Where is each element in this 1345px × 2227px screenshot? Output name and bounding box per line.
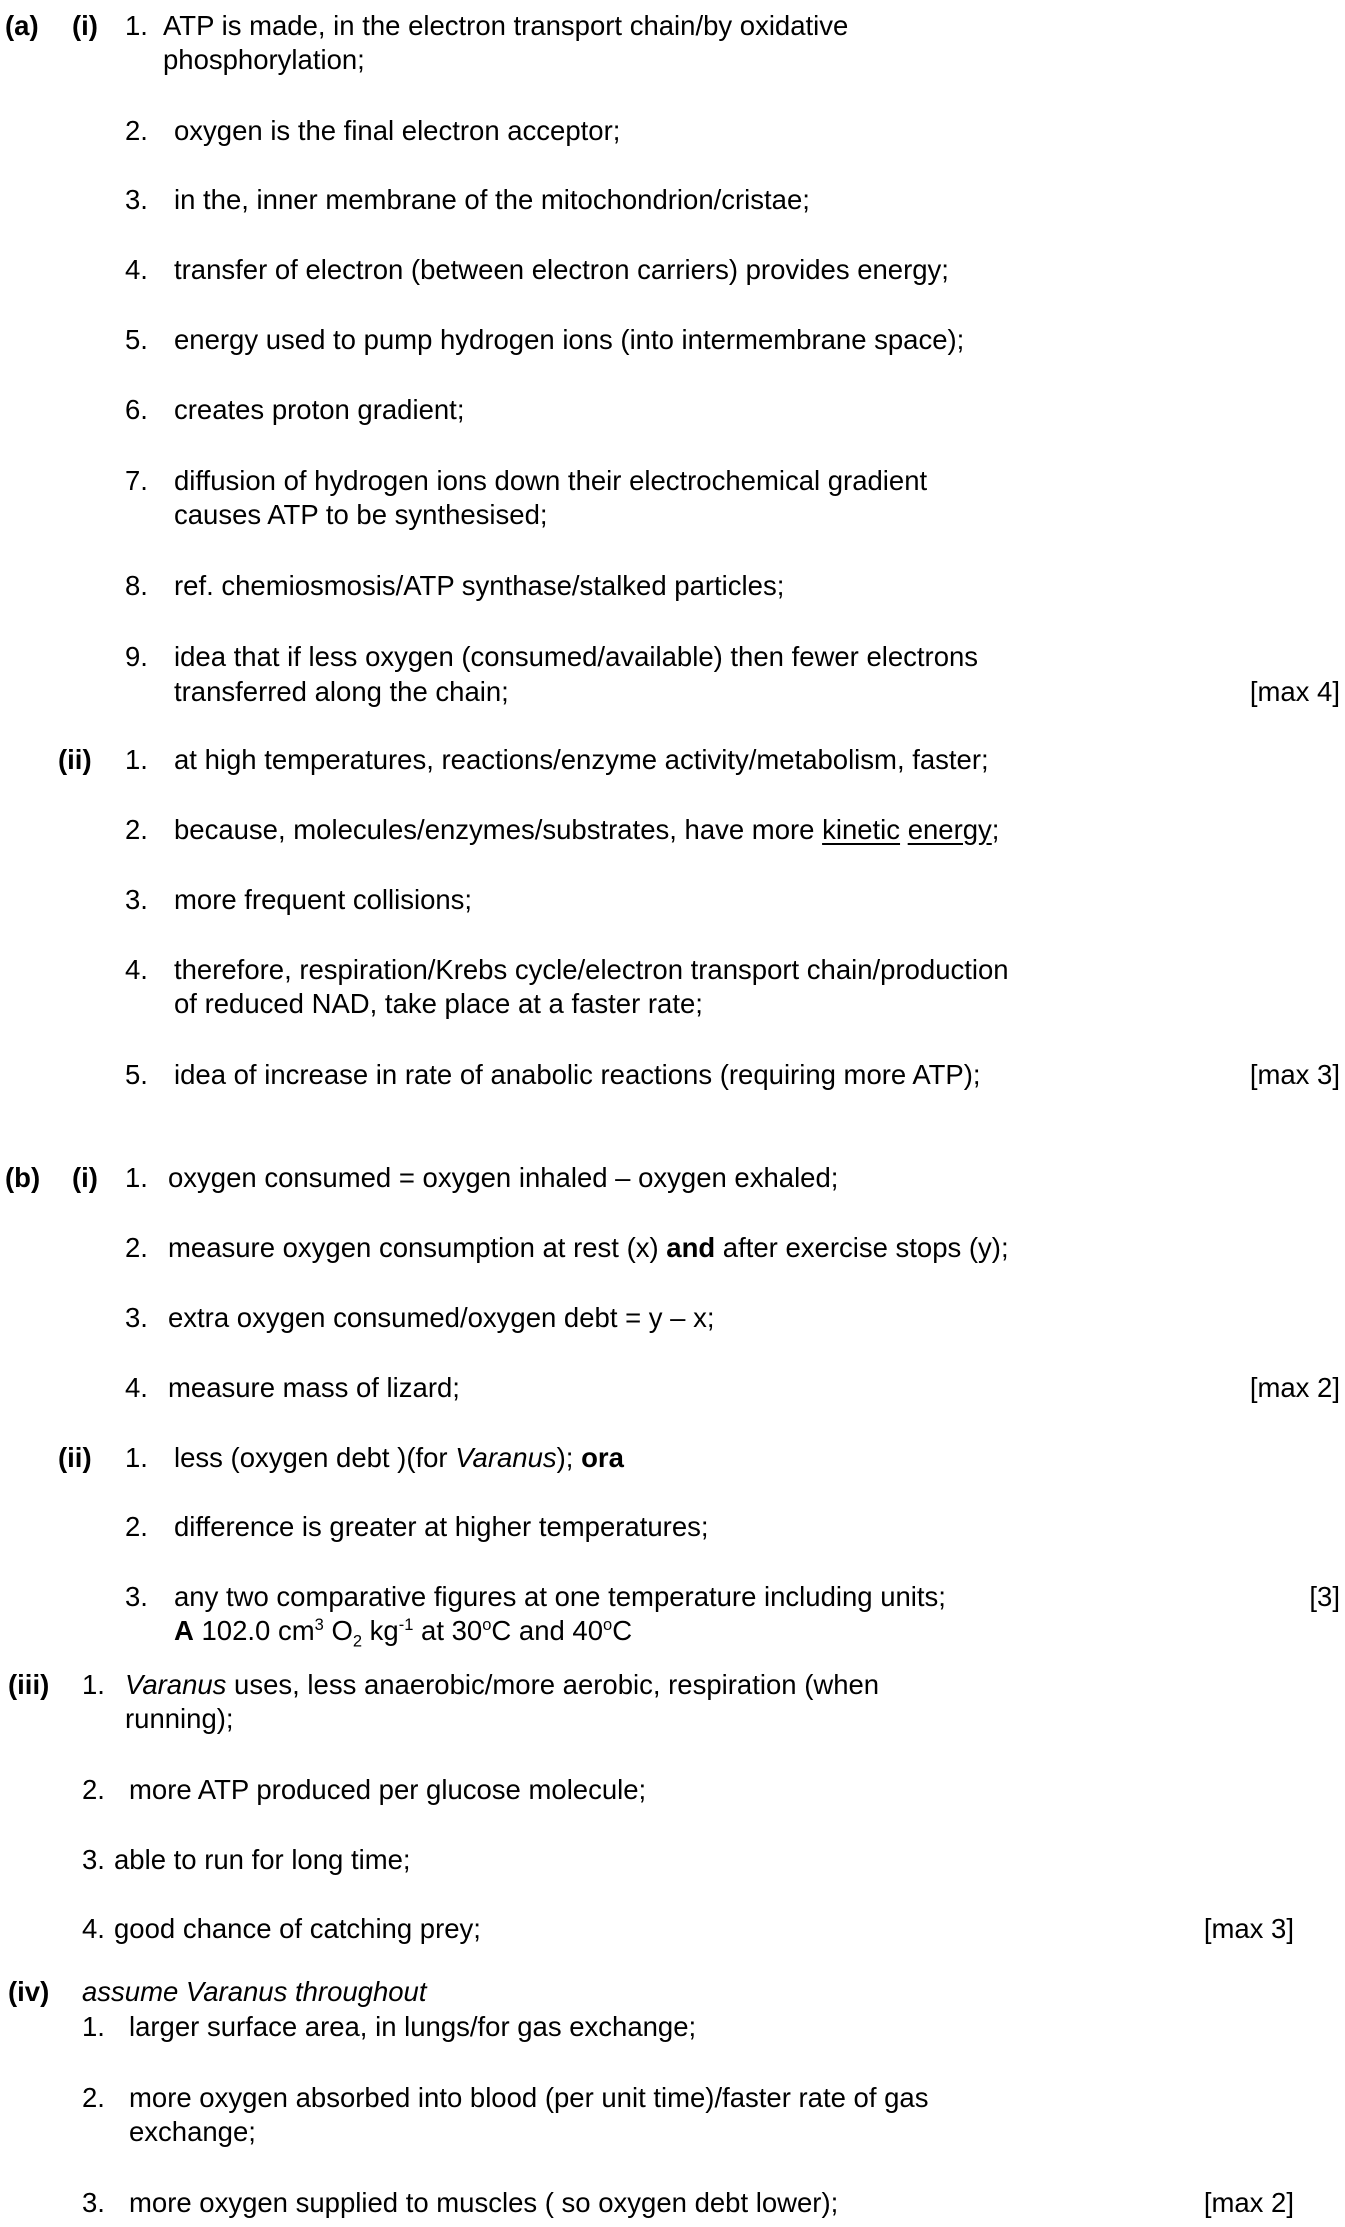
b-iv-item-1-num: 1.: [82, 2011, 105, 2042]
a-i-item-1-line-2: phosphorylation;: [163, 44, 365, 75]
b-i-item-1-num: 1.: [125, 1162, 148, 1193]
a-i-item-5-text: energy used to pump hydrogen ions (into intermembrane space);: [174, 324, 965, 355]
a-ii-item-2-text: because, molecules/enzymes/substrates, have more kinetic energy;: [174, 814, 1000, 845]
b-i-mark: [max 2]: [1249, 1372, 1340, 1403]
b-iii-item-1-num: 1.: [82, 1669, 105, 1700]
a-i-item-7-line-2: causes ATP to be synthesised;: [174, 499, 548, 530]
b-ii-item-1-num: 1.: [125, 1442, 148, 1473]
b-iv-item-2-line-1: more oxygen absorbed into blood (per unit time)/faster rate of gas: [129, 2082, 929, 2113]
a-i-item-8-text: ref. chemiosmosis/ATP synthase/stalked particles;: [174, 570, 785, 601]
a-i-item-9-line-2: transferred along the chain;: [174, 676, 509, 707]
a-i-item-2-text: oxygen is the final electron acceptor;: [174, 115, 621, 146]
a-i-item-7-num: 7.: [125, 465, 148, 496]
a-i-item-8-num: 8.: [125, 570, 148, 601]
b-iv-item-2-num: 2.: [82, 2082, 105, 2113]
a-i-item-7-line-1: diffusion of hydrogen ions down their electrochemical gradient: [174, 465, 928, 496]
a-i-item-3-num: 3.: [125, 184, 148, 215]
a-i-item-6-num: 6.: [125, 394, 148, 425]
b-iii-item-2-num: 2.: [82, 1774, 105, 1805]
part-a-label: (a): [5, 10, 39, 41]
a-i-item-4-text: transfer of electron (between electron carriers) provides energy;: [174, 254, 949, 285]
a-i-item-9-line-1: idea that if less oxygen (consumed/available) then fewer electrons: [174, 641, 979, 672]
b-ii-alternative-answer: A 102.0 $cm^3$ $O_2$ $kg^{-1}$ at 30$^o$C and 40$^o$C: [174, 1615, 633, 1651]
a-ii-item-5-num: 5.: [125, 1059, 148, 1090]
a-i-item-4-num: 4.: [125, 254, 148, 285]
b-i-item-3-num: 3.: [125, 1302, 148, 1333]
b-i-item-3-text: extra oxygen consumed/oxygen debt = y – x;: [168, 1302, 715, 1333]
a-i-item-2-num: 2.: [125, 115, 148, 146]
b-ii-mark: [3]: [1309, 1581, 1340, 1612]
b-ii-item-3-text: any two comparative figures at one temperature including units;: [174, 1581, 946, 1612]
b-i-item-2-text: measure oxygen consumption at rest (x) and after exercise stops (y);: [168, 1232, 1009, 1263]
underlined-kinetic: kinetic: [822, 814, 901, 845]
part-b-label: (b): [5, 1162, 41, 1193]
b-iv-mark: [max 2]: [1203, 2187, 1294, 2218]
b-i-item-4-num: 4.: [125, 1372, 148, 1403]
b-ii-item-1-text: less (oxygen debt )(for Varanus); ora: [174, 1442, 624, 1473]
b-iii-item-1-line-1: Varanus uses, less anaerobic/more aerobic, respiration (when: [125, 1669, 880, 1700]
a-ii-item-1-text: at high temperatures, reactions/enzyme activity/metabolism, faster;: [174, 744, 989, 775]
b-ii-item-2-text: difference is greater at higher temperatures;: [174, 1511, 709, 1542]
b-i-item-2-num: 2.: [125, 1232, 148, 1263]
a-i-item-5-num: 5.: [125, 324, 148, 355]
a-ii-item-4-line-2: of reduced NAD, take place at a faster rate;: [174, 988, 703, 1019]
a-i-item-1-num: 1.: [125, 10, 148, 41]
a-i-item-1-line-1: ATP is made, in the electron transport chain/by oxidative: [163, 10, 849, 41]
a-ii-item-1-num: 1.: [125, 744, 148, 775]
part-a-ii-label: (ii): [58, 744, 92, 775]
a-ii-item-4-num: 4.: [125, 954, 148, 985]
a-ii-item-2-num: 2.: [125, 814, 148, 845]
a-i-item-6-text: creates proton gradient;: [174, 394, 465, 425]
a-ii-item-4-line-1: therefore, respiration/Krebs cycle/electron transport chain/production: [174, 954, 1009, 985]
part-b-iii-label: (iii): [8, 1669, 50, 1700]
b-ii-item-3-num: 3.: [125, 1581, 148, 1612]
b-i-item-1-text: oxygen consumed = oxygen inhaled – oxygen exhaled;: [168, 1162, 839, 1193]
a-ii-item-3-text: more frequent collisions;: [174, 884, 473, 915]
b-i-item-4-text: measure mass of lizard;: [168, 1372, 460, 1403]
a-i-mark: [max 4]: [1249, 676, 1340, 707]
b-iii-mark: [max 3]: [1203, 1913, 1294, 1944]
b-iii-item-2-text: more ATP produced per glucose molecule;: [129, 1774, 647, 1805]
part-b-iv-label: (iv): [8, 1976, 50, 2007]
part-a-i-label: (i): [72, 10, 98, 41]
a-i-item-9-num: 9.: [125, 641, 148, 672]
underlined-energy: energy: [907, 814, 992, 845]
b-iii-item-4-num: 4.: [82, 1913, 105, 1944]
part-b-i-label: (i): [72, 1162, 98, 1193]
b-iv-note: assume Varanus throughout: [82, 1976, 427, 2007]
b-iv-item-3-text: more oxygen supplied to muscles ( so oxygen debt lower);: [129, 2187, 839, 2218]
a-ii-item-3-num: 3.: [125, 884, 148, 915]
a-ii-item-5-text: idea of increase in rate of anabolic reactions (requiring more ATP);: [174, 1059, 981, 1090]
b-iii-item-1-line-2: running);: [125, 1703, 234, 1734]
a-ii-mark: [max 3]: [1249, 1059, 1340, 1090]
b-iii-item-4-text: good chance of catching prey;: [114, 1913, 481, 1944]
b-iii-item-3-num: 3.: [82, 1844, 105, 1875]
part-b-ii-label: (ii): [58, 1442, 92, 1473]
b-iii-item-3-text: able to run for long time;: [114, 1844, 411, 1875]
b-iv-item-2-line-2: exchange;: [129, 2116, 256, 2147]
b-iv-item-3-num: 3.: [82, 2187, 105, 2218]
b-ii-item-2-num: 2.: [125, 1511, 148, 1542]
a-i-item-3-text: in the, inner membrane of the mitochondrion/cristae;: [174, 184, 810, 215]
b-iv-item-1-text: larger surface area, in lungs/for gas exchange;: [129, 2011, 697, 2042]
